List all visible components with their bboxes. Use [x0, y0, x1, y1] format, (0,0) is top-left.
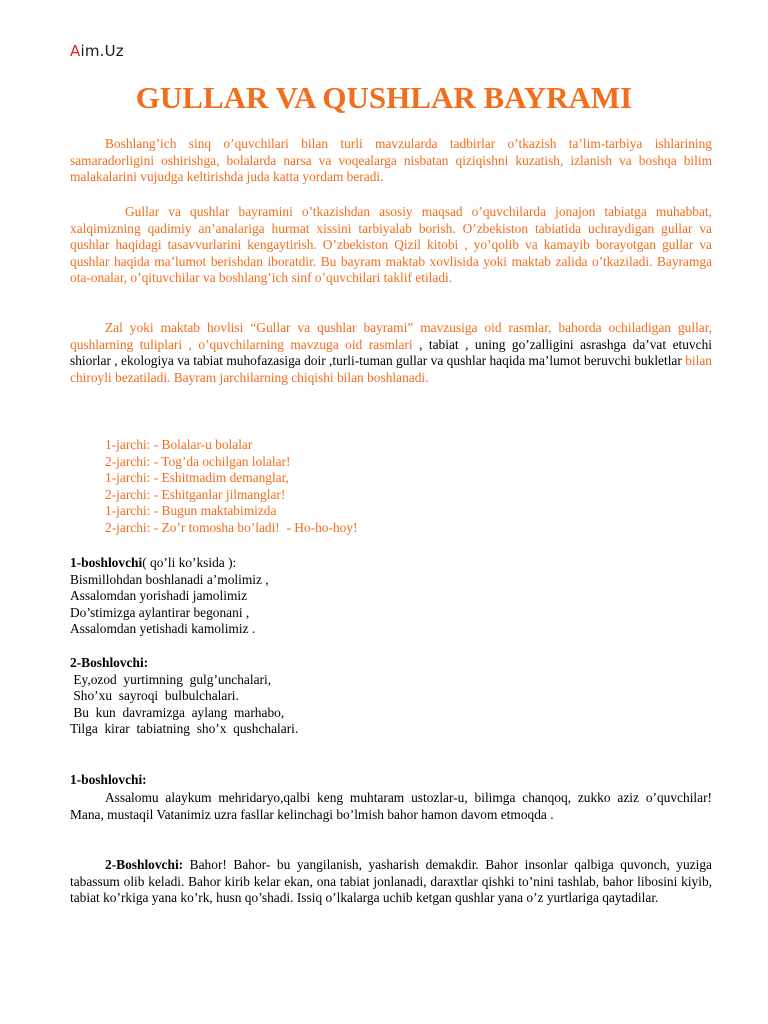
decoration-part-1: Zal yoki maktab hovlisi “Gullar va qushlar bayrami” mavzusiga oid rasmlar, bahorda ochiladigan gullar, qushlarning tuliplari , o’quvchilarning mavzuga oid rasmlari [70, 320, 712, 352]
verse-line: Bu kun davramizga aylang marhabo, [70, 704, 285, 720]
speaker-label: 2-Boshlovchi: [105, 857, 184, 872]
decoration-part-3: bilan chiroyli bezatiladi. Bayram jarchilarning chiqishi bilan boshlanadi. [70, 353, 713, 385]
verse-line: Tilga kirar tabiatning sho’x qushchalari. [70, 721, 299, 737]
spring-text: Bahor! Bahor- bu yangilanish, yasharish demakdir. Bahor insonlar qalbiga quvonch, yuziga tabassum olib keladi. Bahor kirib kelar ekan, ona tabiat jonlanadi, daraxtlar qishki to’nini tashlab, bahor libosini kiyib, tabiat ko’rkiga yana ko’rk, husn qo’shadi. Issiq o’lkalarga uchib ketgan qushlar yana o’z yurtlariga qaytadilar. [70, 857, 712, 906]
stage-direction: ( qo’li ko’ksida ): [142, 555, 237, 570]
verse-line: Assalomdan yorishadi jamolimiz [70, 588, 248, 604]
verse-heading [70, 655, 712, 672]
jarchi-dialogue [105, 437, 358, 537]
verse-line: Ey,ozod yurtimning gulg’unchalari, [70, 671, 272, 687]
intro-paragraph: Boshlang’ich sinq o’quvchilari bilan turli mavzularda tadbirlar o’tkazish ta’lim-tarbiya ishlarining samaradorligini oshirishga, bolalarda narsa va voqealarga nisbatan qiziqishni kuzatish, izlanish va boshqa bilim malakalarini vujudga keltirishda juda katta yordam beradi. [70, 136, 712, 185]
jarchi-line: 1-jarchi: - Bugun maktabimizda [105, 503, 277, 519]
decoration-paragraph [70, 320, 712, 386]
logo-letter-a: A [70, 42, 81, 60]
jarchi-line: 1-jarchi: - Bolalar-u bolalar [105, 437, 253, 452]
verse-line: Assalomdan yetishadi kamolimiz . [70, 621, 256, 637]
boshlovchi-2-verse [70, 655, 712, 738]
jarchi-line: 2-jarchi: - Zo’r tomosha bo’ladi! - Ho-ho-hoy! [105, 519, 358, 535]
boshlovchi-1-heading-block [70, 772, 712, 789]
jarchi-line: 1-jarchi: - Eshitmadim demanglar, [105, 470, 289, 486]
jarchi-line: 2-jarchi: - Tog’da ochilgan lolalar! [105, 453, 291, 469]
site-logo[interactable] [70, 42, 124, 60]
jarchi-line: 2-jarchi: - Eshitganlar jilmanglar! [105, 486, 286, 502]
verse-heading [70, 555, 712, 572]
logo-text: im.Uz [80, 42, 124, 60]
speaker-label: 2-Boshlovchi: [70, 655, 149, 670]
greeting-paragraph: Assalomu alaykum mehridaryo,qalbi keng muhtaram ustozlar-u, bilimga chanqoq, zukko aziz o’quvchilar! Mana, mustaqil Vatanimiz uzra fasllar kelinchagi bo’lmish bahor hamon davom etmoqda . [70, 790, 712, 822]
page-title: GULLAR VA QUSHLAR BAYRAMI [135, 80, 633, 115]
boshlovchi-1-verse [70, 555, 712, 638]
verse-line: Sho’xu sayroqi bulbulchalari. [70, 688, 239, 704]
purpose-paragraph: Gullar va qushlar bayramini o’tkazishdan asosiy maqsad o’quvchilarda jonajon tabiatga muhabbat, xalqimizning qadimiy an’analariga hurmat xissini tarbiyalab borish. O’zbekiston tabiatida uchraydigan gullar va qushlar haqidagi tasavvurlarini kengaytirish. O’zbekiston Qizil kitobi , yo’qolib va kamayib borayotgan gullar va qushlar haqida ma’lumot berishdan iboratdir. Bu bayram maktab xovlisida yoki maktab zalida o’tkaziladi. Bayramga ota-onalar, o’qituvchilar va boshlang’ich sinf o’quvchilari taklif etiladi. [70, 204, 712, 286]
verse-line: Do’stimizga aylantirar begonani , [70, 604, 250, 620]
speaker-label: 1-boshlovchi [70, 555, 143, 570]
speaker-label: 1-boshlovchi: [70, 772, 147, 787]
decoration-part-2: , tabiat , uning go’zalligini asrashga da’vat etuvchi shiorlar , ekologiya va tabiat muhofazasiga doir ,turli-tuman gullar va qushlar haqida ma’lumot beruvchi bukletlar [70, 336, 712, 369]
verse-line: Bismillohdan boshlanadi a’molimiz , [70, 571, 269, 587]
spring-paragraph [70, 857, 712, 907]
